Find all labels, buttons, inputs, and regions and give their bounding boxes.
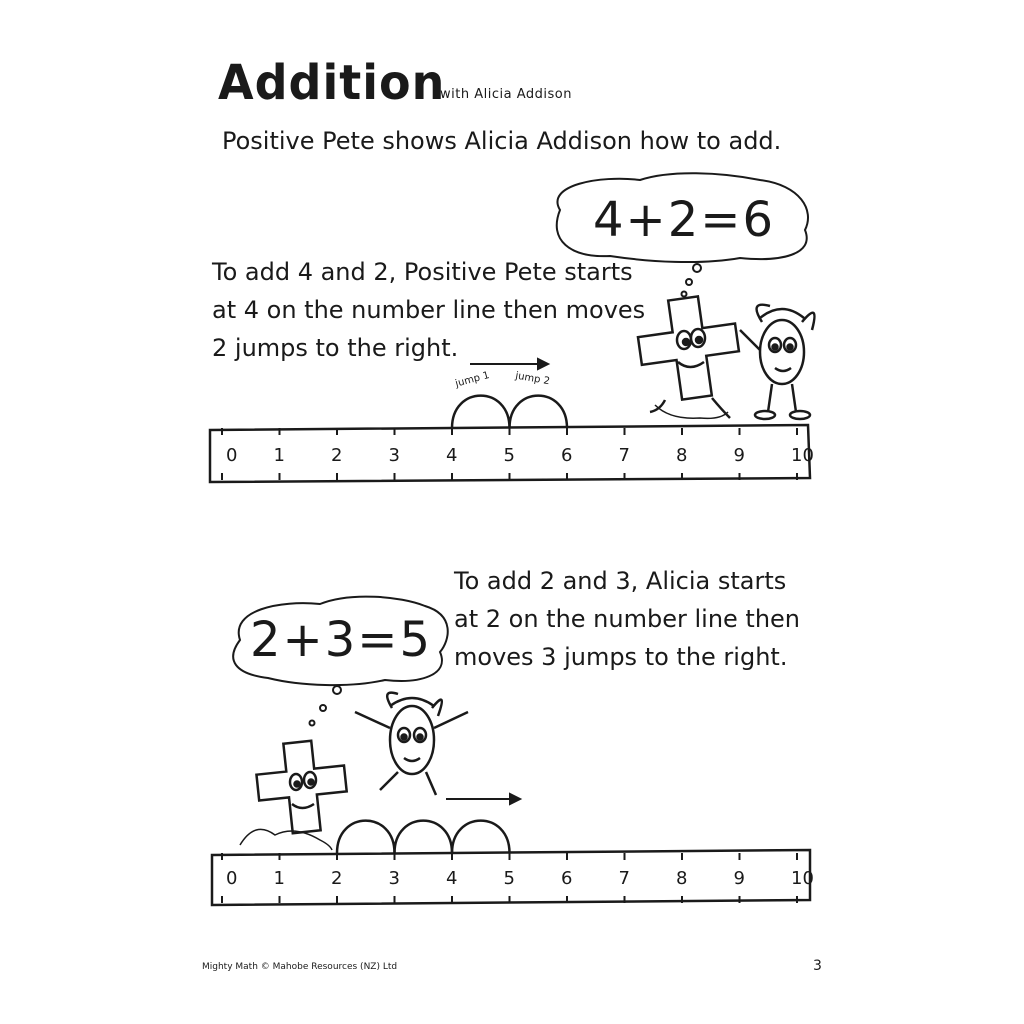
number-line-1-tick-label: 2 bbox=[331, 445, 343, 466]
jump-label-1: jump 1 bbox=[454, 370, 491, 390]
arrow-right-icon-2 bbox=[446, 794, 520, 804]
number-line-2-tick-label: 10 bbox=[791, 868, 814, 889]
number-line-2-tick-label: 9 bbox=[733, 868, 745, 889]
number-line-2-tick-label: 7 bbox=[618, 868, 630, 889]
number-line-1-tick-label: 10 bbox=[791, 445, 814, 466]
number-line-2-tick-label: 2 bbox=[331, 868, 343, 889]
number-line-1-jump-arc bbox=[452, 396, 510, 428]
plus-sign-character-2 bbox=[240, 738, 350, 850]
example2-text: To add 2 and 3, Alicia starts at 2 on the number line then moves 3 jumps to the right. bbox=[454, 567, 801, 671]
jump-label-2: jump 2 bbox=[514, 370, 551, 388]
number-line-1-tick-label: 1 bbox=[273, 445, 285, 466]
intro-text: Positive Pete shows Alicia Addison how to add. bbox=[222, 127, 782, 155]
number-line-2-tick-label: 4 bbox=[446, 868, 458, 889]
footer-copyright: Mighty Math © Mahobe Resources (NZ) Ltd bbox=[202, 962, 398, 972]
page-subtitle: with Alicia Addison bbox=[440, 87, 572, 102]
number-line-1-tick-label: 5 bbox=[503, 445, 515, 466]
number-line-2-tick-label: 8 bbox=[676, 868, 688, 889]
number-line-2-tick-label: 5 bbox=[503, 868, 515, 889]
number-line-1 bbox=[210, 396, 814, 482]
arrow-right-icon-1 bbox=[470, 359, 548, 369]
number-line-2-tick-label: 6 bbox=[561, 868, 573, 889]
number-line-2-jump-arc bbox=[395, 821, 453, 853]
number-line-2-jump-arc bbox=[337, 821, 395, 853]
number-line-2-jump-arc bbox=[452, 821, 510, 853]
number-line-2-tick-label: 1 bbox=[273, 868, 285, 889]
number-line-1-tick-label: 3 bbox=[388, 445, 400, 466]
alicia-character-2 bbox=[355, 693, 468, 795]
page-title: Addition bbox=[218, 53, 446, 111]
number-line-1-tick-label: 0 bbox=[226, 445, 238, 466]
alicia-character-1 bbox=[740, 305, 814, 419]
equation-2: 2+3=5 bbox=[249, 612, 433, 668]
number-line-1-tick-label: 4 bbox=[446, 445, 458, 466]
number-line-2-tick-label: 0 bbox=[226, 868, 238, 889]
example1-text: To add 4 and 2, Positive Pete starts at 4 on the number line then moves 2 jumps to the right. bbox=[212, 258, 646, 362]
number-line-1-jump-arc bbox=[510, 396, 568, 428]
number-line-1-tick-label: 7 bbox=[618, 445, 630, 466]
number-line-1-tick-label: 9 bbox=[733, 445, 745, 466]
equation-1: 4+2=6 bbox=[592, 192, 776, 248]
plus-sign-character-1 bbox=[634, 292, 745, 419]
number-line-1-tick-label: 6 bbox=[561, 445, 573, 466]
page-number: 3 bbox=[813, 958, 822, 974]
number-line-1-tick-label: 8 bbox=[676, 445, 688, 466]
number-line-2-tick-label: 3 bbox=[388, 868, 400, 889]
